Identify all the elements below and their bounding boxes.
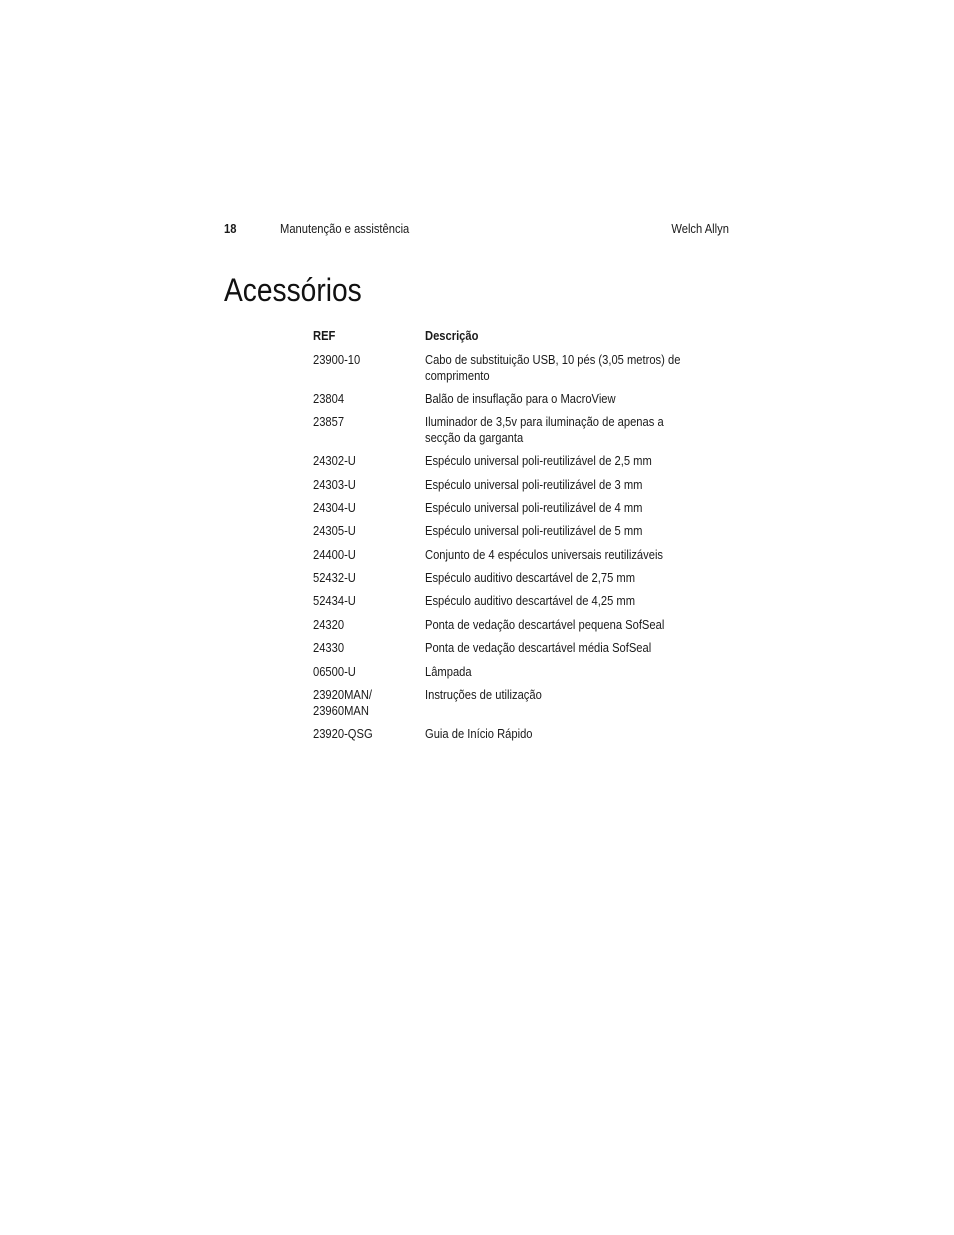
- description-cell: Instruções de utilização: [425, 687, 542, 702]
- description-cell: Cabo de substituição USB, 10 pés (3,05 metros) de comprimento: [425, 352, 681, 383]
- description-cell: Ponta de vedação descartável pequena SofSeal: [425, 617, 665, 632]
- ref-cell: 24304-U: [313, 500, 356, 515]
- description-cell: Espéculo universal poli-reutilizável de 2,5 mm: [425, 453, 652, 468]
- table-row: [313, 500, 733, 523]
- page-number: 18: [224, 221, 237, 236]
- column-header-ref: REF: [313, 328, 336, 343]
- table-row: [313, 391, 733, 414]
- running-header-brand: Welch Allyn: [671, 221, 729, 236]
- ref-cell: 52434-U: [313, 593, 356, 608]
- table-header-row: [313, 328, 733, 352]
- description-cell: Espéculo universal poli-reutilizável de 5 mm: [425, 523, 643, 538]
- table-row: [313, 726, 733, 750]
- table-row: [313, 414, 733, 453]
- ref-cell: 24302-U: [313, 453, 356, 468]
- column-header-description: Descrição: [425, 328, 479, 343]
- table-row: [313, 477, 733, 500]
- table-row: [313, 570, 733, 593]
- table-row: [313, 664, 733, 687]
- ref-cell: 52432-U: [313, 570, 356, 585]
- description-cell: Conjunto de 4 espéculos universais reutilizáveis: [425, 547, 664, 562]
- description-cell: Lâmpada: [425, 664, 472, 679]
- table-row: [313, 523, 733, 547]
- description-cell: Ponta de vedação descartável média SofSeal: [425, 640, 652, 655]
- ref-cell: 23920MAN/ 23960MAN: [313, 687, 373, 718]
- table-row: [313, 547, 733, 570]
- ref-cell: 24305-U: [313, 523, 356, 538]
- description-cell: Iluminador de 3,5v para iluminação de apenas a secção da garganta: [425, 414, 664, 445]
- table-row: [313, 593, 733, 617]
- description-cell: Espéculo universal poli-reutilizável de 3 mm: [425, 477, 643, 492]
- ref-cell: 06500-U: [313, 664, 356, 679]
- table-row: [313, 687, 733, 726]
- running-header-section: Manutenção e assistência: [280, 221, 410, 236]
- table-row: [313, 352, 733, 391]
- page-title: Acessórios: [224, 272, 362, 308]
- description-cell: Espéculo universal poli-reutilizável de 4 mm: [425, 500, 643, 515]
- ref-cell: 24330: [313, 640, 345, 655]
- description-cell: Espéculo auditivo descartável de 4,25 mm: [425, 593, 636, 608]
- table-row: [313, 453, 733, 477]
- ref-cell: 23900-10: [313, 352, 361, 367]
- ref-cell: 24320: [313, 617, 345, 632]
- description-cell: Espéculo auditivo descartável de 2,75 mm: [425, 570, 636, 585]
- ref-cell: 23857: [313, 414, 345, 429]
- table-row: [313, 640, 733, 664]
- table-row: [313, 617, 733, 640]
- ref-cell: 24303-U: [313, 477, 356, 492]
- description-cell: Guia de Início Rápido: [425, 726, 533, 741]
- accessories-table: [313, 328, 733, 750]
- ref-cell: 24400-U: [313, 547, 356, 562]
- ref-cell: 23920-QSG: [313, 726, 373, 741]
- ref-cell: 23804: [313, 391, 345, 406]
- description-cell: Balão de insuflação para o MacroView: [425, 391, 616, 406]
